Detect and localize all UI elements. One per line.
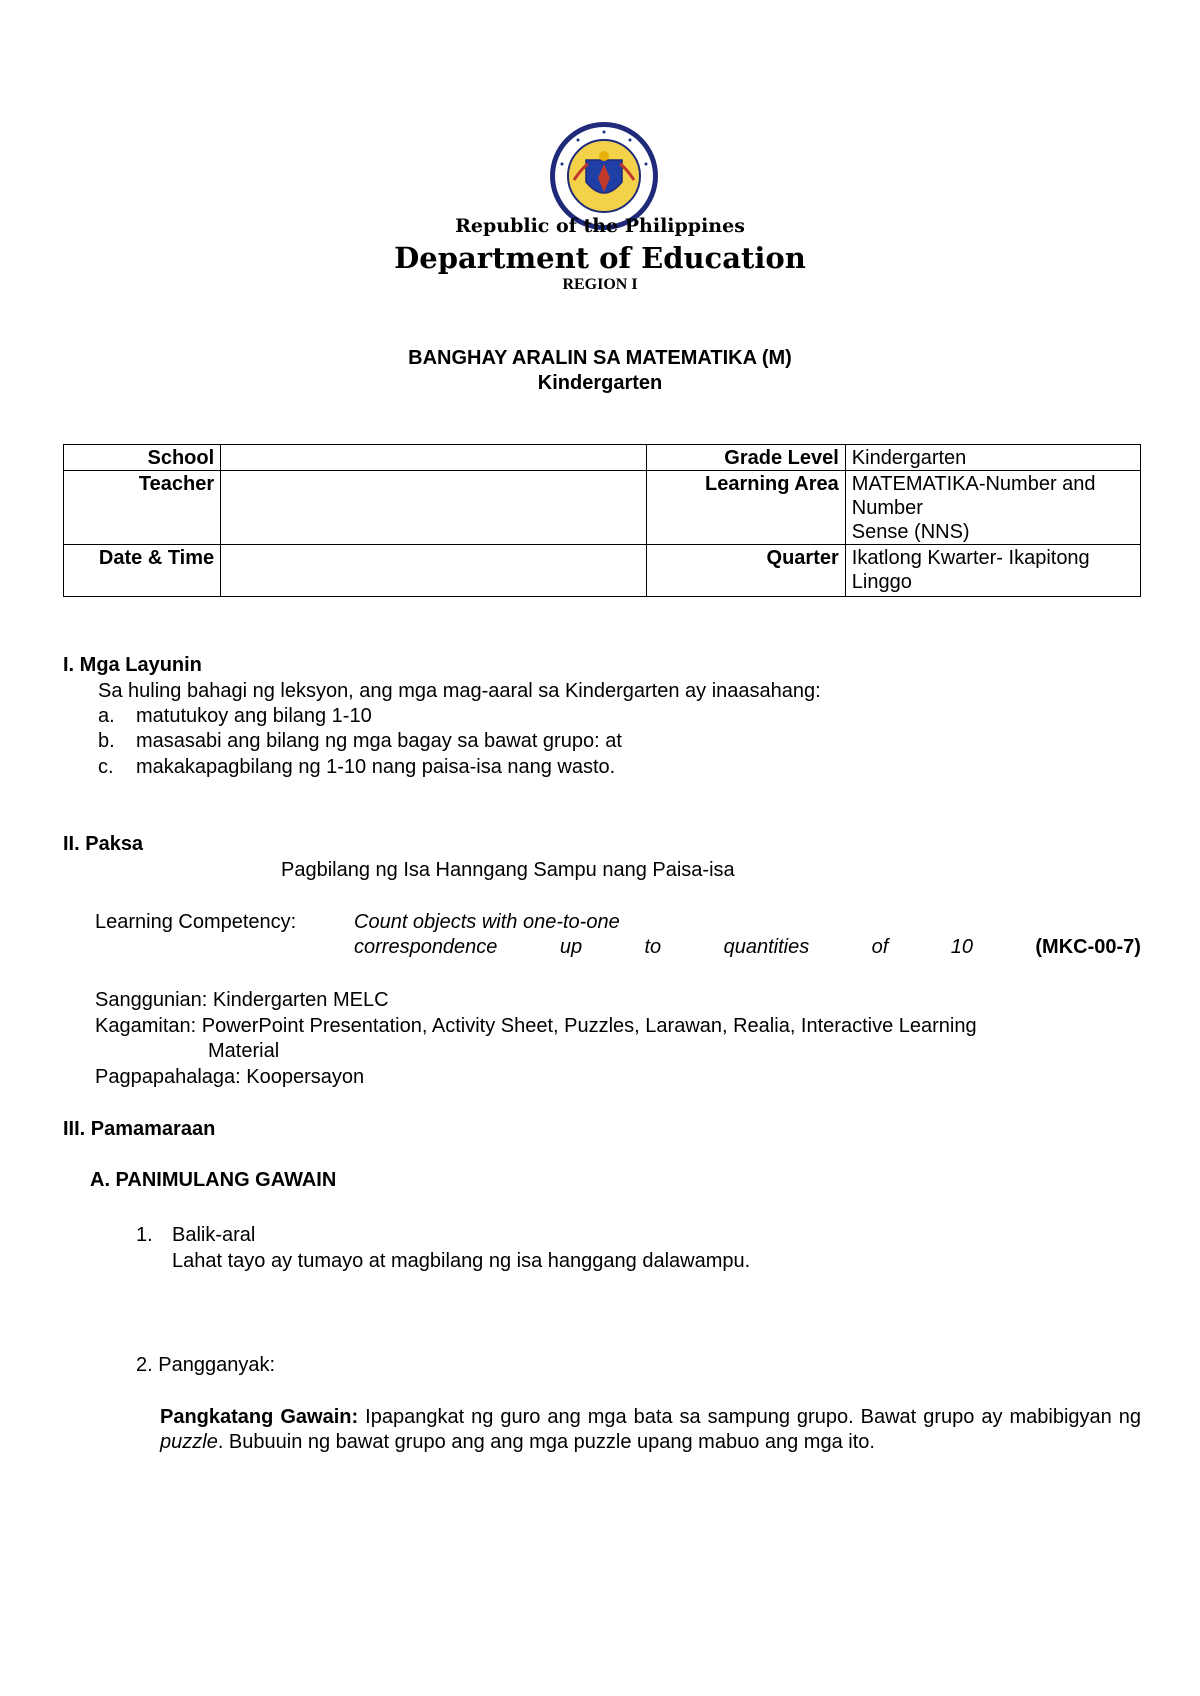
learning-area-label: Learning Area (647, 471, 845, 545)
teacher-label: Teacher (64, 471, 221, 545)
department-name: Department of Education (394, 241, 806, 275)
competency-text-line1: Count objects with one-to-one (354, 911, 620, 933)
competency-word: up (559, 936, 583, 958)
list-item-letter: a. (98, 705, 115, 727)
activity-label: Pangkatang Gawain: (160, 1406, 359, 1428)
republic-line: Republic of the Philippines (455, 215, 745, 237)
school-label: School (64, 445, 221, 471)
list-item (98, 755, 615, 780)
pagpapahalaga-line: Pagpapahalaga: Koopersayon (95, 1066, 365, 1088)
grade-level-label: Grade Level (647, 445, 845, 471)
list-item (98, 704, 372, 729)
kagamitan-line: Kagamitan: PowerPoint Presentation, Activity Sheet, Puzzles, Larawan, Realia, Interactive Learning (95, 1015, 977, 1037)
competency-word: of (871, 936, 889, 958)
list-item-letter: c. (98, 756, 114, 778)
learning-area-value-line1: MATEMATIKA-Number and Number (851, 473, 1096, 519)
date-time-value (221, 545, 647, 597)
item-2-label: 2. Pangganyak: (136, 1354, 275, 1376)
learning-area-value-line2: Sense (NNS) (851, 521, 970, 543)
topic-title: Pagbilang ng Isa Hanngang Sampu nang Paisa-isa (281, 859, 735, 881)
teacher-value (221, 471, 647, 545)
document-subtitle: Kindergarten (537, 372, 663, 394)
competency-word: 10 (950, 936, 973, 958)
lesson-info-table (63, 444, 1141, 597)
section-3-heading: III. Pamamaraan (63, 1118, 216, 1140)
document-title: BANGHAY ARALIN SA MATEMATIKA (M) (408, 347, 792, 369)
grade-level-value: Kindergarten (845, 445, 1140, 471)
quarter-value: Ikatlong Kwarter- Ikapitong Linggo (845, 545, 1140, 597)
competency-word: correspondence (354, 936, 498, 958)
list-item-text: matutukoy ang bilang 1-10 (136, 705, 372, 727)
subsection-a-heading: A. PANIMULANG GAWAIN (90, 1169, 337, 1191)
list-item-text: masasabi ang bilang ng mga bagay sa bawat grupo: at (136, 730, 622, 752)
quarter-label: Quarter (647, 545, 845, 597)
item-1-text: Lahat tayo ay tumayo at magbilang ng isa hanggang dalawampu. (172, 1250, 751, 1272)
table-row (64, 545, 1141, 597)
school-value (221, 445, 647, 471)
list-item (98, 729, 622, 754)
date-time-label: Date & Time (64, 545, 221, 597)
competency-text-line2 (354, 935, 1141, 960)
activity-text-1: Ipapangkat ng guro ang mga bata sa sampung grupo. Bawat grupo ay mabibigyan ng (358, 1406, 1141, 1428)
section-2-heading: II. Paksa (63, 833, 144, 855)
activity-paragraph (160, 1405, 1141, 1455)
activity-puzzle-word: puzzle (160, 1431, 218, 1453)
competency-word: to (644, 936, 662, 958)
list-item-letter: b. (98, 730, 115, 752)
item-1-title: Balik-aral (172, 1224, 256, 1246)
table-row (64, 471, 1141, 545)
learning-area-value (845, 471, 1140, 545)
competency-code: (MKC-00-7) (1035, 936, 1141, 958)
section-1-heading: I. Mga Layunin (63, 654, 202, 676)
activity-text-2: . Bubuuin ng bawat grupo ang ang mga puzzle upang mabuo ang mga ito. (217, 1431, 875, 1453)
list-item-text: makakapagbilang ng 1-10 nang paisa-isa nang wasto. (136, 756, 616, 778)
competency-word: quantities (723, 936, 810, 958)
item-1-number: 1. (136, 1224, 153, 1246)
kagamitan-line-cont: Material (208, 1040, 280, 1062)
sanggunian-line: Sanggunian: Kindergarten MELC (95, 989, 389, 1011)
region-label: REGION I (562, 276, 638, 293)
section-1-intro: Sa huling bahagi ng leksyon, ang mga mag-aaral sa Kindergarten ay inaasahang: (98, 680, 821, 702)
competency-label: Learning Competency: (95, 911, 297, 933)
table-row (64, 445, 1141, 471)
